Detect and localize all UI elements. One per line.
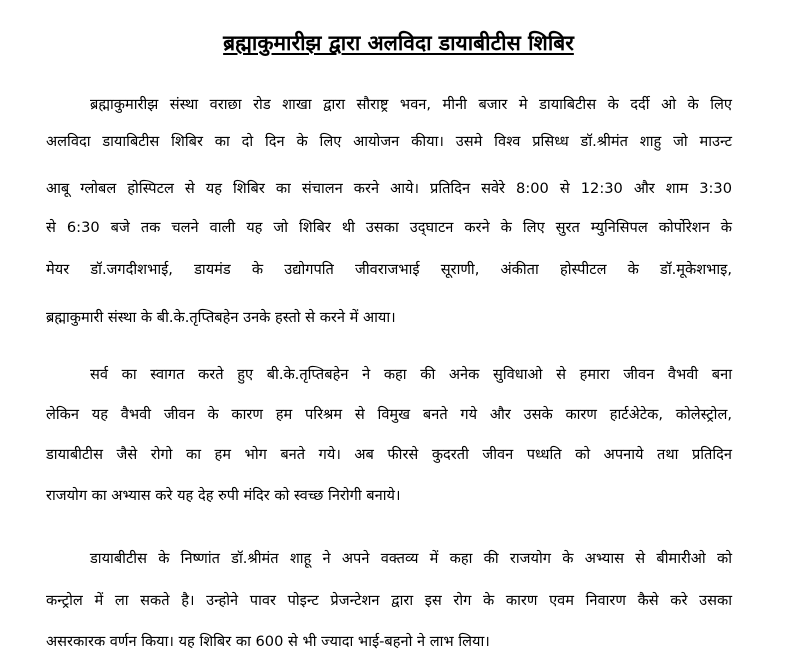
paragraph-1-line-4: से 6:30 बजे तक चलने वाली यह जो शिबिर थी उसका उद्‌घाटन करने के लिए सुरत म्युनिसिपल कोर्पोरेशन के bbox=[46, 219, 732, 236]
paragraph-1-line-3: आबू ग्लोबल होस्पिटल से यह शिबिर का संचालन करने आये। प्रतिदिन सवेरे 8:00 से 12:30 और शाम 3:30 bbox=[46, 180, 732, 197]
paragraph-1-line-6: ब्रह्माकुमारी संस्था के बी.के.तृप्तिबहेन उनके हस्तो से करने में आया। bbox=[46, 309, 396, 326]
paragraph-2-line-3: डायाबीटीस जैसे रोगो का हम भोग बनते गये। अब फीरसे कुदरती जीवन पध्धति को अपनाये तथा प्रतिदिन bbox=[46, 446, 732, 463]
paragraph-2-line-1: सर्व का स्वागत करते हुए बी.के.तृप्तिबहेन ने कहा की अनेक सुविधाओ से हमारा जीवन वैभवी बना bbox=[90, 366, 732, 383]
paragraph-1-line-5: मेयर डॉ.जगदीशभाई, डायमंड के उद्योगपति जीवराजभाई सूराणी, अंकीता होस्पीटल के डॉ.मूकेशभाइ, bbox=[46, 261, 732, 278]
paragraph-3-line-3: असरकारक वर्णन किया। यह शिबिर का 600 से भी ज्यादा भाई-बहनो ने लाभ लिया। bbox=[46, 633, 490, 650]
paragraph-2-line-4: राजयोग का अभ्यास करे यह देह रुपी मंदिर को स्वच्छ निरोगी बनाये। bbox=[46, 487, 401, 504]
paragraph-3-line-2: कन्ट्रोल में ला सकते है। उन्होने पावर पोइन्ट प्रेजन्टेशन द्वारा इस रोग के कारण एवम निवारण कैसे करे उसका bbox=[46, 592, 732, 609]
paragraph-1-line-1: ब्रह्माकुमारीझ संस्था वराछा रोड शाखा द्वारा सौराष्ट्र भवन, मीनी बजार मे डायाबिटीस के दर्दी ओ के लिए bbox=[90, 96, 732, 113]
paragraph-3-line-1: डायाबीटीस के निष्णांत डॉ.श्रीमंत शाहू ने अपने वक्तव्य में कहा की राजयोग के अभ्यास से बीमारीओ को bbox=[90, 550, 732, 567]
paragraph-2-line-2: लेकिन यह वैभवी जीवन के कारण हम परिश्रम से विमुख बनते गये और उसके कारण हार्टअेटेक, कोलेस्ट्रोल, bbox=[46, 406, 732, 423]
paragraph-1-line-2: अलविदा डायाबिटीस शिबिर का दो दिन के लिए आयोजन कीया। उसमे विश्व प्रसिध्ध डॉ.श्रीमंत शाहु जो माउन्ट bbox=[46, 133, 732, 150]
document-title: ब्रह्माकुमारीझ द्वारा अलविदा डायाबीटीस शिबिर bbox=[223, 31, 574, 55]
